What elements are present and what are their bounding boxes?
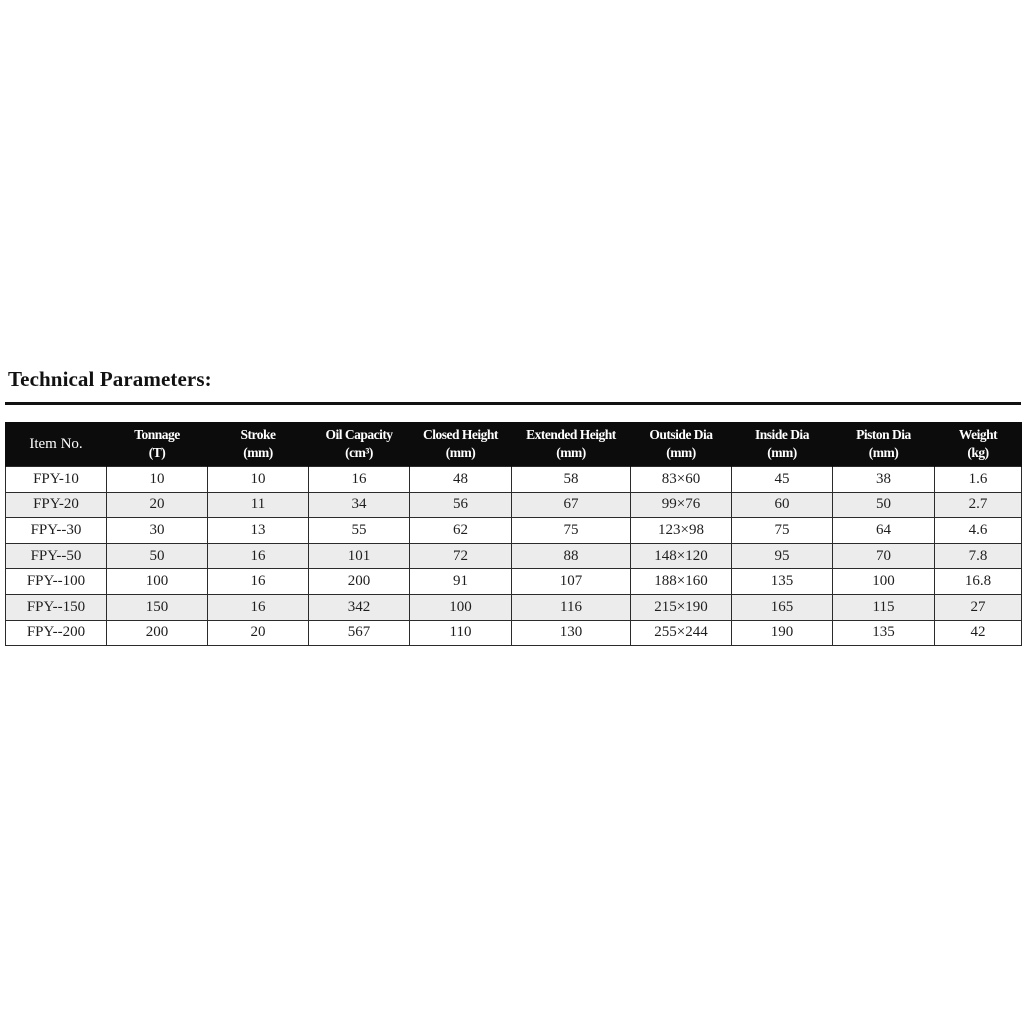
column-header-label: Oil Capacity <box>325 427 393 442</box>
column-header-label: Tonnage <box>134 427 180 442</box>
table-header-row <box>6 422 1022 467</box>
table-cell-piston-dia: 135 <box>833 620 935 646</box>
column-header-inside-dia <box>732 422 833 467</box>
table-cell-tonnage: 30 <box>107 518 208 544</box>
column-header-unit: (T) <box>148 445 166 460</box>
table-cell-extended-height: 58 <box>512 467 631 493</box>
table-row <box>6 620 1022 646</box>
table-cell-closed-height: 72 <box>410 543 512 569</box>
column-header-label: Item No. <box>29 436 83 452</box>
table-cell-item-no: FPY--150 <box>6 594 107 620</box>
table-cell-stroke: 16 <box>208 569 309 595</box>
table-cell-oil-capacity: 342 <box>309 594 410 620</box>
column-header-unit: (kg) <box>967 445 989 460</box>
table-cell-inside-dia: 75 <box>732 518 833 544</box>
table-row <box>6 492 1022 518</box>
table-cell-extended-height: 107 <box>512 569 631 595</box>
table-cell-inside-dia: 45 <box>732 467 833 493</box>
table-cell-oil-capacity: 200 <box>309 569 410 595</box>
title-divider <box>5 402 1021 405</box>
table-cell-weight: 27 <box>935 594 1022 620</box>
table-cell-inside-dia: 60 <box>732 492 833 518</box>
table-cell-oil-capacity: 34 <box>309 492 410 518</box>
table-cell-extended-height: 116 <box>512 594 631 620</box>
table-cell-weight: 42 <box>935 620 1022 646</box>
table-body <box>6 467 1022 646</box>
table-row <box>6 569 1022 595</box>
column-header-unit: (mm) <box>243 445 273 460</box>
column-header-weight <box>935 422 1022 467</box>
table-cell-weight: 4.6 <box>935 518 1022 544</box>
table-cell-closed-height: 56 <box>410 492 512 518</box>
table-cell-closed-height: 48 <box>410 467 512 493</box>
table-cell-inside-dia: 190 <box>732 620 833 646</box>
table-cell-tonnage: 50 <box>107 543 208 569</box>
table-cell-item-no: FPY--100 <box>6 569 107 595</box>
column-header-unit: (mm) <box>666 445 696 460</box>
table-cell-stroke: 13 <box>208 518 309 544</box>
table-cell-item-no: FPY-10 <box>6 467 107 493</box>
column-header-tonnage <box>107 422 208 467</box>
column-header-label: Weight <box>958 427 998 442</box>
table-row <box>6 543 1022 569</box>
table-row <box>6 594 1022 620</box>
table-cell-stroke: 16 <box>208 594 309 620</box>
table-cell-piston-dia: 100 <box>833 569 935 595</box>
table-cell-oil-capacity: 55 <box>309 518 410 544</box>
column-header-outside-dia <box>631 422 732 467</box>
table-cell-piston-dia: 38 <box>833 467 935 493</box>
table-cell-extended-height: 75 <box>512 518 631 544</box>
table-cell-item-no: FPY-20 <box>6 492 107 518</box>
table-cell-tonnage: 200 <box>107 620 208 646</box>
column-header-unit: (cm³) <box>345 445 373 460</box>
table-cell-closed-height: 110 <box>410 620 512 646</box>
column-header-label: Stroke <box>240 427 276 442</box>
table-cell-inside-dia: 165 <box>732 594 833 620</box>
column-header-piston-dia <box>833 422 935 467</box>
column-header-label: Inside Dia <box>755 427 809 442</box>
column-header-label: Extended Height <box>526 427 616 442</box>
table-cell-stroke: 20 <box>208 620 309 646</box>
table-cell-weight: 16.8 <box>935 569 1022 595</box>
column-header-closed-height <box>410 422 512 467</box>
table-cell-inside-dia: 135 <box>732 569 833 595</box>
table-cell-outside-dia: 99×76 <box>631 492 732 518</box>
table-cell-extended-height: 130 <box>512 620 631 646</box>
table-cell-weight: 2.7 <box>935 492 1022 518</box>
table-cell-stroke: 16 <box>208 543 309 569</box>
table-cell-piston-dia: 70 <box>833 543 935 569</box>
column-header-oil-capacity <box>309 422 410 467</box>
table-cell-piston-dia: 64 <box>833 518 935 544</box>
table-cell-outside-dia: 123×98 <box>631 518 732 544</box>
table-cell-tonnage: 20 <box>107 492 208 518</box>
table-cell-tonnage: 150 <box>107 594 208 620</box>
table-cell-inside-dia: 95 <box>732 543 833 569</box>
table-cell-closed-height: 62 <box>410 518 512 544</box>
table-cell-tonnage: 10 <box>107 467 208 493</box>
technical-parameters-table <box>5 422 1022 646</box>
table-cell-oil-capacity: 567 <box>309 620 410 646</box>
table-row <box>6 518 1022 544</box>
table-row <box>6 467 1022 493</box>
column-header-unit: (mm) <box>767 445 797 460</box>
page-title: Technical Parameters: <box>8 367 212 391</box>
table-cell-stroke: 11 <box>208 492 309 518</box>
table-cell-closed-height: 91 <box>410 569 512 595</box>
table-cell-stroke: 10 <box>208 467 309 493</box>
table-cell-outside-dia: 215×190 <box>631 594 732 620</box>
table-cell-item-no: FPY--50 <box>6 543 107 569</box>
table-cell-item-no: FPY--200 <box>6 620 107 646</box>
column-header-extended-height <box>512 422 631 467</box>
table-cell-extended-height: 67 <box>512 492 631 518</box>
column-header-unit: (mm) <box>868 445 899 460</box>
column-header-unit: (mm) <box>556 445 586 460</box>
column-header-label: Closed Height <box>423 427 498 442</box>
column-header-label: Piston Dia <box>856 427 911 442</box>
column-header-unit: (mm) <box>445 445 476 460</box>
table-cell-tonnage: 100 <box>107 569 208 595</box>
column-header-item-no <box>6 422 107 467</box>
table-cell-weight: 1.6 <box>935 467 1022 493</box>
table-cell-outside-dia: 148×120 <box>631 543 732 569</box>
table-cell-outside-dia: 188×160 <box>631 569 732 595</box>
table-cell-oil-capacity: 16 <box>309 467 410 493</box>
table-cell-piston-dia: 115 <box>833 594 935 620</box>
table-cell-closed-height: 100 <box>410 594 512 620</box>
table-cell-outside-dia: 255×244 <box>631 620 732 646</box>
table-cell-piston-dia: 50 <box>833 492 935 518</box>
column-header-stroke <box>208 422 309 467</box>
table-cell-oil-capacity: 101 <box>309 543 410 569</box>
column-header-label: Outside Dia <box>649 427 713 442</box>
table-cell-extended-height: 88 <box>512 543 631 569</box>
table-cell-outside-dia: 83×60 <box>631 467 732 493</box>
table-cell-item-no: FPY--30 <box>6 518 107 544</box>
table-cell-weight: 7.8 <box>935 543 1022 569</box>
